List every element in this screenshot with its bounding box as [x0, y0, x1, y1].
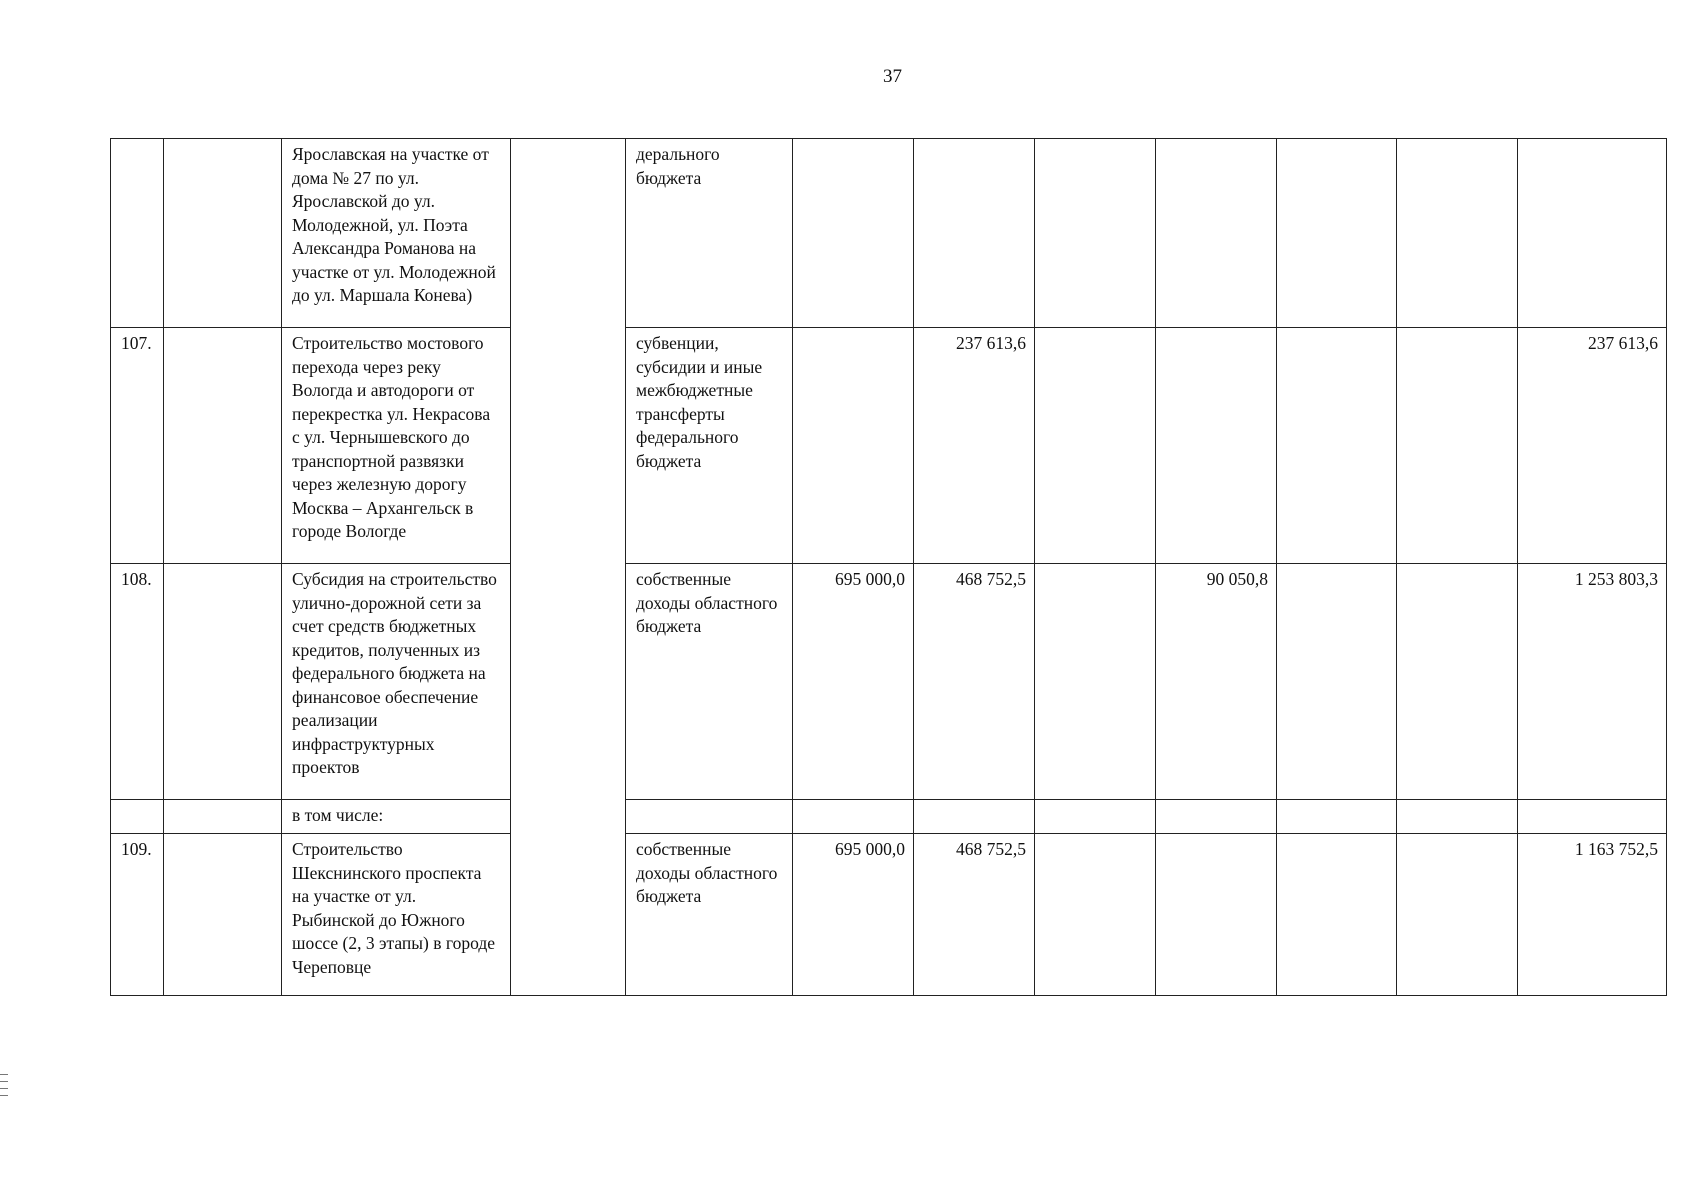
- value-year-5: [1277, 834, 1397, 996]
- value-year-4: [1156, 800, 1277, 834]
- object-name: Строительство Шекснинского проспекта на участке от ул. Рыбинской до Южного шоссе (2, 3 этапы) в городе Череповце: [282, 834, 511, 996]
- value-year-6: [1397, 328, 1518, 564]
- row-index: 108.: [111, 564, 164, 800]
- value-year-1: [793, 328, 914, 564]
- code-cell: [164, 800, 282, 834]
- row-index: 107.: [111, 328, 164, 564]
- funding-source: субвенции, субсидии и иные межбюджетные трансферты федерального бюджета: [626, 328, 793, 564]
- value-year-3: [1035, 328, 1156, 564]
- table-row: [111, 800, 1667, 834]
- code-cell: [164, 139, 282, 328]
- object-name: Строительство мостового перехода через реку Вологда и автодороги от перекрестка ул. Некрасова с ул. Чернышевского до транспортной развязки через железную дорогу Москва – Архангельск в городе Вологде: [282, 328, 511, 564]
- code-cell: [164, 328, 282, 564]
- page-number: 37: [883, 66, 902, 87]
- table-row: [111, 834, 1667, 996]
- table-row: [111, 564, 1667, 800]
- value-year-5: [1277, 139, 1397, 328]
- value-year-1: 695 000,0: [793, 834, 914, 996]
- budget-table: [110, 138, 1667, 996]
- value-year-3: [1035, 564, 1156, 800]
- value-total: 237 613,6: [1518, 328, 1667, 564]
- object-name: Субсидия на строительство улично-дорожной сети за счет средств бюджетных кредитов, полученных из федерального бюджета на финансовое обеспечение реализации инфраструктурных проектов: [282, 564, 511, 800]
- object-name: в том числе:: [282, 800, 511, 834]
- row-index: [111, 139, 164, 328]
- funding-source: дерального бюджета: [626, 139, 793, 328]
- value-year-3: [1035, 139, 1156, 328]
- funding-source: собственные доходы областного бюджета: [626, 564, 793, 800]
- value-year-6: [1397, 139, 1518, 328]
- value-year-1: [793, 800, 914, 834]
- value-year-3: [1035, 800, 1156, 834]
- row-index: 109.: [111, 834, 164, 996]
- object-name: Ярославская на участке от дома № 27 по ул. Ярославской до ул. Молодежной, ул. Поэта Александра Романова на участке от ул. Молодежной до ул. Маршала Конева): [282, 139, 511, 328]
- value-year-5: [1277, 328, 1397, 564]
- value-year-2: [914, 139, 1035, 328]
- value-year-4: 90 050,8: [1156, 564, 1277, 800]
- value-total: 1 253 803,3: [1518, 564, 1667, 800]
- value-year-5: [1277, 800, 1397, 834]
- code-cell: [164, 834, 282, 996]
- value-total: [1518, 139, 1667, 328]
- value-year-2: 237 613,6: [914, 328, 1035, 564]
- value-year-1: [793, 139, 914, 328]
- value-year-4: [1156, 328, 1277, 564]
- code-cell: [164, 564, 282, 800]
- value-year-1: 695 000,0: [793, 564, 914, 800]
- value-year-6: [1397, 564, 1518, 800]
- value-year-4: [1156, 834, 1277, 996]
- value-year-4: [1156, 139, 1277, 328]
- row-index: [111, 800, 164, 834]
- value-year-2: 468 752,5: [914, 834, 1035, 996]
- table-row: [111, 328, 1667, 564]
- value-year-6: [1397, 800, 1518, 834]
- value-year-2: [914, 800, 1035, 834]
- value-year-5: [1277, 564, 1397, 800]
- value-year-6: [1397, 834, 1518, 996]
- value-year-2: 468 752,5: [914, 564, 1035, 800]
- scan-margin-marks: [0, 1068, 8, 1110]
- value-total: [1518, 800, 1667, 834]
- merged-empty-cell: [511, 139, 626, 996]
- value-total: 1 163 752,5: [1518, 834, 1667, 996]
- table-row: [111, 139, 1667, 328]
- funding-source: собственные доходы областного бюджета: [626, 834, 793, 996]
- value-year-3: [1035, 834, 1156, 996]
- funding-source: [626, 800, 793, 834]
